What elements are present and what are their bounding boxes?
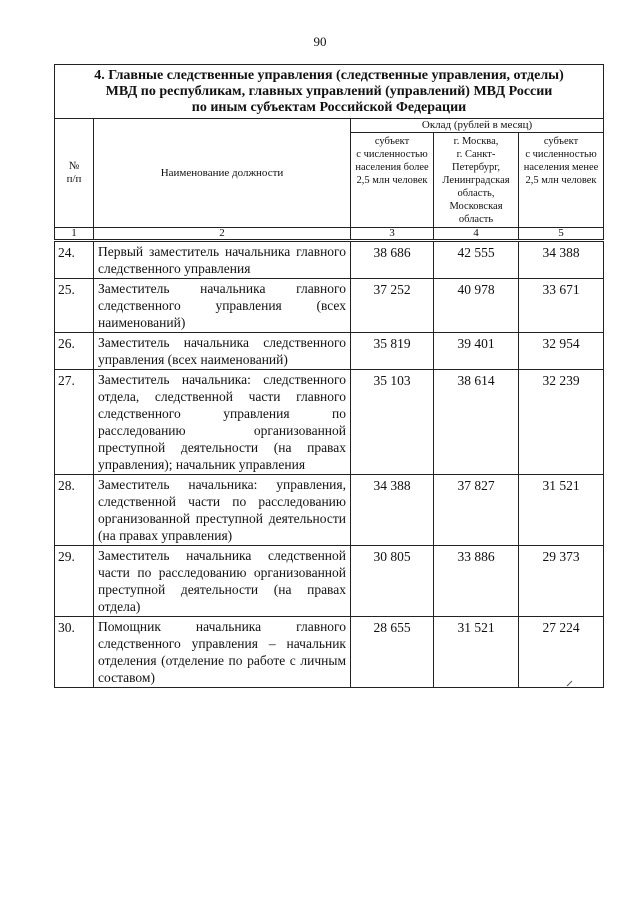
salary-moscow-spb: 31 521 (434, 617, 519, 688)
salary-moscow-spb: 42 555 (434, 241, 519, 279)
table-row (55, 333, 604, 370)
salary-table (54, 64, 604, 688)
position-name: Заместитель начальника: следственного отдела, следственной части главного следственного управления по расследованию организованной преступной деятельности (на правах управления); начальник управления (94, 370, 351, 475)
position-name: Заместитель начальника: управления, следственной части по расследованию организованной преступной деятельности (на правах управления) (94, 475, 351, 546)
salary-large-region: 35 819 (351, 333, 434, 370)
row-number: 28. (55, 475, 94, 546)
row-number: 25. (55, 279, 94, 333)
header-row-1 (55, 119, 604, 133)
header-position: Наименование должности (94, 119, 351, 228)
title-row (55, 65, 604, 119)
column-number: 2 (94, 228, 351, 241)
row-number: 27. (55, 370, 94, 475)
salary-moscow-spb: 33 886 (434, 546, 519, 617)
table-row (55, 617, 604, 688)
salary-moscow-spb: 39 401 (434, 333, 519, 370)
table-row (55, 241, 604, 279)
column-number: 4 (434, 228, 519, 241)
header-salary-group: Оклад (рублей в месяц) (351, 119, 604, 133)
salary-large-region: 34 388 (351, 475, 434, 546)
row-number: 26. (55, 333, 94, 370)
position-name: Заместитель начальника главного следственного управления (всех наименований) (94, 279, 351, 333)
position-name: Заместитель начальника следственного управления (всех наименований) (94, 333, 351, 370)
salary-large-region: 35 103 (351, 370, 434, 475)
header-col4: г. Москва, г. Санкт- Петербург, Ленинградская область, Московская область (434, 133, 519, 228)
salary-small-region: 27 224 (519, 617, 604, 688)
salary-moscow-spb: 40 978 (434, 279, 519, 333)
row-number: 24. (55, 241, 94, 279)
salary-small-region: 29 373 (519, 546, 604, 617)
salary-large-region: 38 686 (351, 241, 434, 279)
salary-small-region: 32 954 (519, 333, 604, 370)
salary-small-region: 31 521 (519, 475, 604, 546)
salary-small-region: 33 671 (519, 279, 604, 333)
column-number: 3 (351, 228, 434, 241)
column-number-row (55, 228, 604, 241)
header-num: № п/п (55, 119, 94, 228)
salary-large-region: 30 805 (351, 546, 434, 617)
position-name: Помощник начальника главного следственного управления – начальник отделения (отделение по работе с личным составом) (94, 617, 351, 688)
position-name: Заместитель начальника следственной части по расследованию организованной преступной деятельности (на правах отдела) (94, 546, 351, 617)
section-title: 4. Главные следственные управления (следственные управления, отделы) МВД по республикам, главных управлений (управлений) МВД России по иным субъектам Российской Федерации (55, 65, 604, 119)
header-col3: субъект с численностью населения более 2,5 млн человек (351, 133, 434, 228)
table-row (55, 279, 604, 333)
table-row (55, 370, 604, 475)
salary-large-region: 28 655 (351, 617, 434, 688)
column-number: 5 (519, 228, 604, 241)
salary-small-region: 32 239 (519, 370, 604, 475)
table-row (55, 475, 604, 546)
page-number: 90 (313, 34, 327, 49)
header-col5: субъект с численностью населения менее 2,5 млн человек (519, 133, 604, 228)
position-name: Первый заместитель начальника главного следственного управления (94, 241, 351, 279)
row-number: 29. (55, 546, 94, 617)
salary-moscow-spb: 37 827 (434, 475, 519, 546)
column-number: 1 (55, 228, 94, 241)
row-number: 30. (55, 617, 94, 688)
salary-moscow-spb: 38 614 (434, 370, 519, 475)
salary-small-region: 34 388 (519, 241, 604, 279)
salary-large-region: 37 252 (351, 279, 434, 333)
table-row (55, 546, 604, 617)
